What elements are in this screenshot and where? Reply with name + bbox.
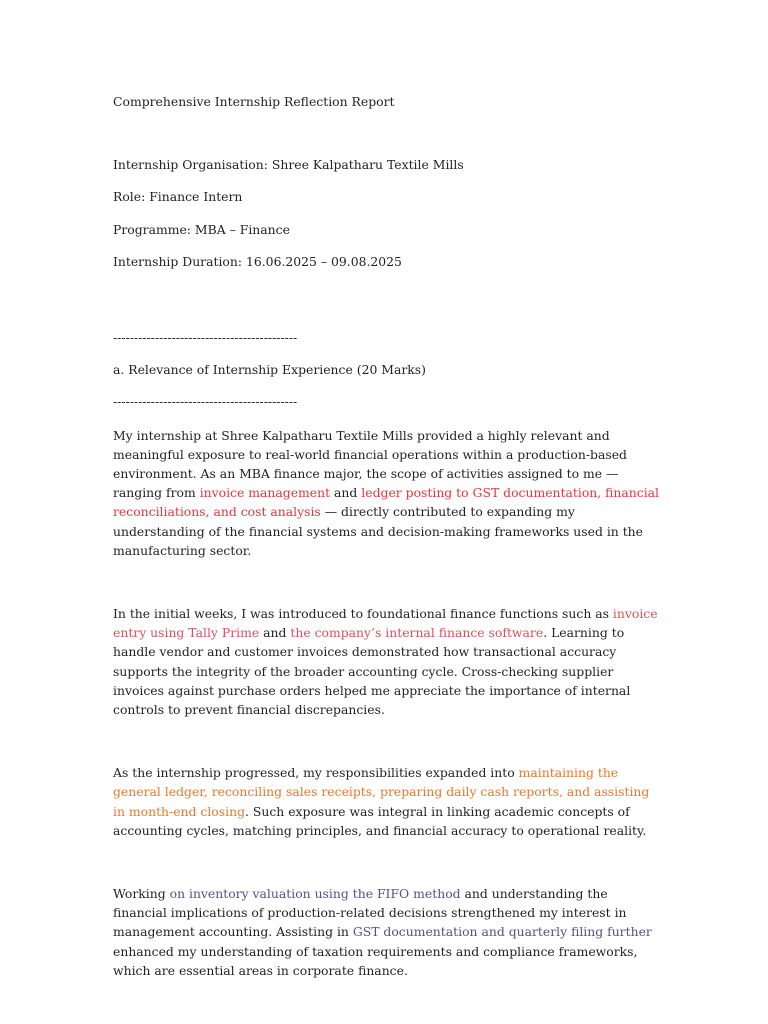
paragraph-text: . Such exposure was integral in linking academic concepts of accounting cycles, matching principles, and financial accuracy to operational reality.	[113, 803, 647, 838]
paragraph-text: and	[330, 485, 362, 501]
spacer	[113, 271, 659, 328]
paragraph-text: and understanding the financial implications of production-related decisions strengthened my interest in management accounting. Assisting in	[113, 886, 627, 940]
highlight-fifo-method: on inventory valuation using the FIFO method	[169, 886, 461, 902]
paragraph-text: In the initial weeks, I was introduced to foundational finance functions such as	[113, 606, 613, 622]
spacer	[113, 412, 659, 426]
paragraph-text: and	[259, 625, 291, 641]
spacer	[113, 840, 659, 884]
separator-top: --------------------------------------------	[113, 330, 298, 346]
spacer	[113, 347, 659, 360]
paragraph-text: — directly contributed to expanding my understanding of the financial systems and decision-making frameworks used in the manufacturing sector.	[113, 504, 643, 558]
highlight-finance-software: the company’s internal finance software	[290, 625, 544, 641]
separator-bottom: --------------------------------------------	[113, 394, 298, 410]
document-title: Comprehensive Internship Reflection Report	[113, 94, 395, 109]
document-page	[113, 92, 659, 980]
paragraph-inventory	[113, 884, 659, 980]
highlight-ledger-posting: ledger posting to GST documentation, financial reconciliations, and cost analysis	[113, 485, 660, 520]
meta-organisation: Internship Organisation: Shree Kalpatharu Textile Mills	[113, 157, 464, 173]
meta-duration: Internship Duration: 16.06.2025 – 09.08.2025	[113, 253, 402, 269]
spacer	[113, 239, 659, 252]
paragraph-initial-weeks	[113, 604, 659, 719]
spacer	[113, 379, 659, 392]
section-heading: a. Relevance of Internship Experience (20 Marks)	[113, 362, 426, 378]
paragraph-text: enhanced my understanding of taxation requirements and compliance frameworks, which are essential areas in corporate finance.	[113, 943, 638, 978]
meta-programme: Programme: MBA – Finance	[113, 221, 290, 237]
spacer	[113, 560, 659, 604]
paragraph-text: . Learning to handle vendor and customer invoices demonstrated how transactional accuracy supports the integrity of the broader accounting cycle. Cross-checking supplier invoices against purchase orders helped me appreciate the importance of internal controls to prevent financial discrepancies.	[113, 625, 631, 718]
spacer	[113, 111, 659, 155]
highlight-gst-documentation: GST documentation and quarterly filing further	[352, 924, 652, 940]
spacer	[113, 719, 659, 763]
paragraph-text: My internship at Shree Kalpatharu Textile Mills provided a highly relevant and meaningful exposure to real-world financial operations within a production-based environment. As an MBA finance major, the scope of activities assigned to me — ranging from	[113, 427, 627, 501]
spacer	[113, 174, 659, 187]
meta-role: Role: Finance Intern	[113, 189, 243, 205]
spacer	[113, 207, 659, 220]
paragraph-text: Working	[113, 886, 170, 902]
paragraph-relevance	[113, 426, 659, 560]
paragraph-text: As the internship progressed, my responsibilities expanded into	[113, 765, 519, 781]
highlight-tally-prime: invoice entry using Tally Prime	[113, 606, 658, 641]
highlight-general-ledger: maintaining the general ledger, reconciling sales receipts, preparing daily cash reports, and assisting in month-end closing	[113, 765, 650, 819]
paragraph-progression	[113, 763, 659, 840]
highlight-invoice-management: invoice management	[199, 485, 331, 501]
